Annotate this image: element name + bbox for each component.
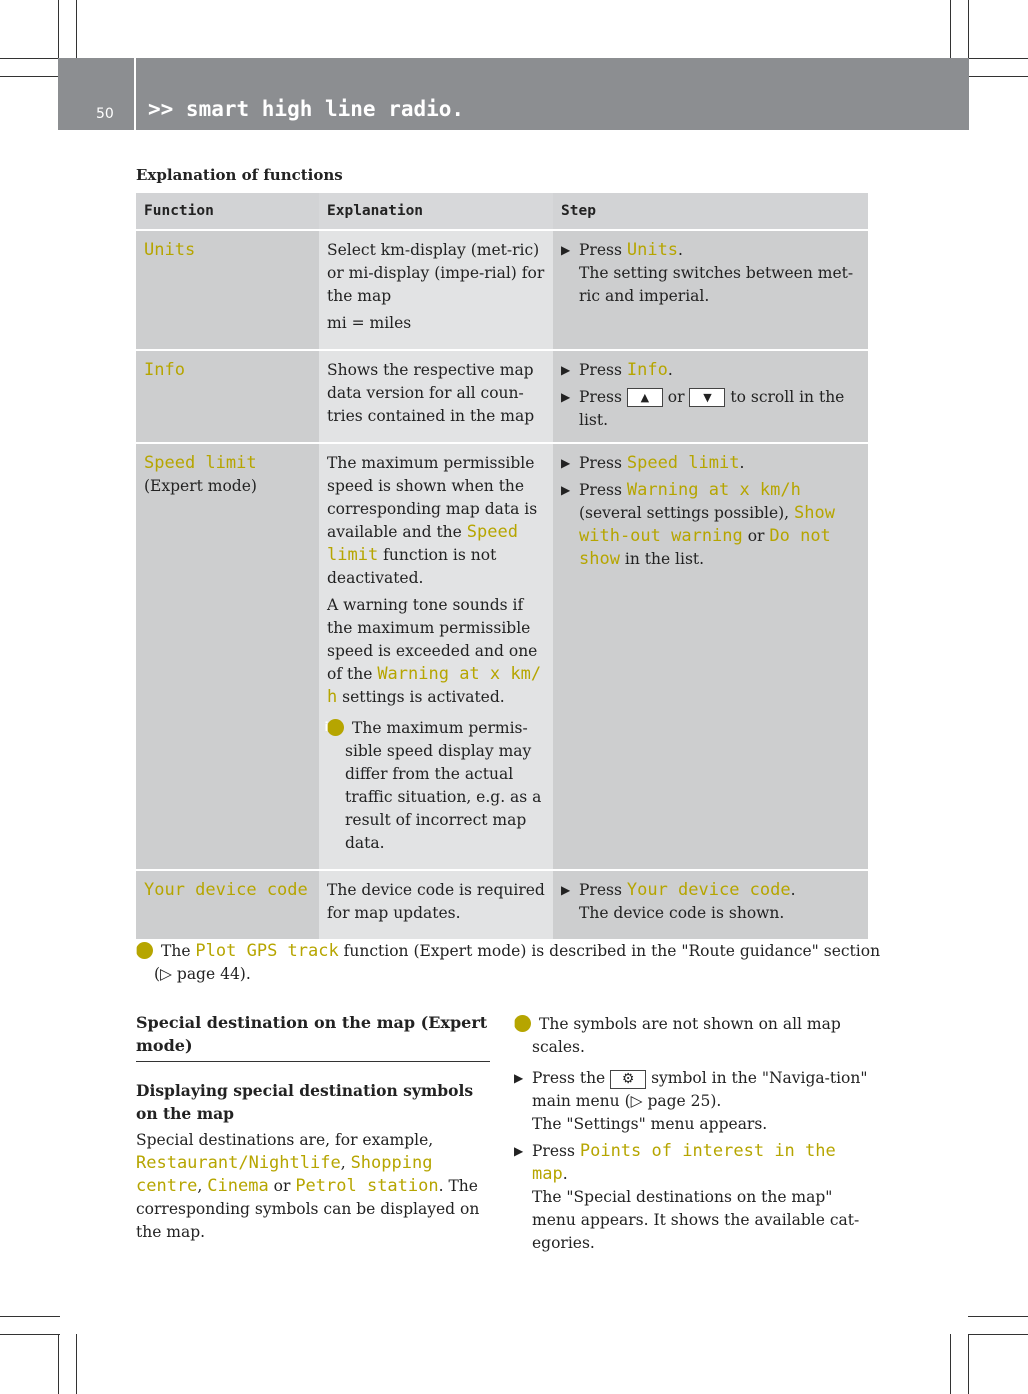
explanation-text: The device code is required for map updates. — [327, 881, 545, 922]
explanation-text: Shows the respective map data version for all coun-tries contained in the map — [327, 361, 535, 425]
info-icon: i — [514, 1015, 531, 1032]
function-name: Speed limit — [144, 453, 257, 473]
crop-mark — [968, 1334, 969, 1394]
step-item: ▶ Press Points of interest in the map. — [514, 1140, 868, 1186]
subsection-heading: Displaying special destination symbols on the map — [136, 1081, 474, 1123]
function-name: Units — [144, 240, 196, 260]
step-item: ▶ Press the ⚙ symbol in the "Naviga-tion" main menu (▷ page 25). — [514, 1067, 868, 1113]
crop-mark — [0, 58, 60, 59]
step-item: ▶ Press Your device code. — [561, 879, 860, 902]
settings-gear-icon: ⚙ — [610, 1070, 646, 1089]
step-result: The setting switches between met-ric and imperial. — [579, 264, 854, 305]
table-row — [136, 230, 868, 350]
step-item: ▶ Press Units. — [561, 239, 860, 262]
function-mode: (Expert mode) — [144, 477, 257, 495]
plot-gps-note: i The Plot GPS track function (Expert mode) is described in the "Route guidance" section (▷ page 44). — [133, 941, 881, 983]
crop-mark — [0, 1316, 60, 1317]
info-note: i The maximum permis-sible speed display may differ from the actual traffic situation, e.g. as a result of incorrect map data. — [324, 719, 542, 852]
crop-mark — [968, 76, 1028, 77]
down-arrow-key-icon: ▼ — [689, 388, 725, 407]
crop-mark — [76, 1334, 77, 1394]
special-destination-section — [136, 1011, 490, 1248]
step-item: ▶ Press Info. — [561, 359, 860, 382]
step-result: The "Settings" menu appears. — [532, 1115, 768, 1133]
column-header: Step — [553, 193, 868, 230]
step-item: ▶ Press Speed limit. — [561, 452, 860, 475]
crop-mark — [58, 1334, 59, 1394]
crop-mark — [0, 1334, 60, 1335]
info-icon: i — [136, 942, 153, 959]
explanation-text: Select km-display (met-ric) or mi-display (impe-rial) for the map — [327, 241, 545, 305]
explanation-note: mi = miles — [327, 314, 412, 332]
explanation-text: The maximum permissible speed is shown when the corresponding map data is available and the Speed limit function is not deactivated. — [327, 454, 538, 587]
column-header: Function — [136, 193, 319, 230]
table-row — [136, 870, 868, 940]
up-arrow-key-icon: ▲ — [627, 388, 663, 407]
info-icon: i — [327, 719, 344, 736]
crop-mark — [76, 0, 77, 60]
crop-mark — [968, 1316, 1028, 1317]
step-result: The device code is shown. — [579, 904, 785, 922]
function-name: Info — [144, 360, 185, 380]
column-header: Explanation — [319, 193, 553, 230]
instructions-column — [511, 1013, 868, 1255]
function-name: Your device code — [144, 880, 308, 900]
table-header-row — [136, 193, 868, 230]
step-result: The "Special destinations on the map" menu appears. It shows the available cat-egories. — [532, 1188, 860, 1252]
header-divider — [134, 58, 136, 130]
section-heading: Special destination on the map (Expert mode) — [136, 1011, 490, 1062]
crop-mark — [950, 1334, 951, 1394]
functions-table — [136, 193, 868, 941]
table-row — [136, 350, 868, 443]
crop-mark — [968, 1334, 1028, 1335]
section-title: Explanation of functions — [136, 166, 343, 184]
explanation-text: A warning tone sounds if the maximum permissible speed is exceeded and one of the Warning at x km/ h settings is activated. — [327, 596, 542, 707]
header-title: >> smart high line radio. — [148, 97, 465, 121]
table-row — [136, 443, 868, 870]
crop-mark — [950, 0, 951, 60]
step-item: ▶ Press Warning at x km/h (several settings possible), Show with-out warning or Do not show in the list. — [561, 479, 860, 571]
step-item: ▶ Press ▲ or ▼ to scroll in the list. — [561, 386, 860, 432]
crop-mark — [58, 0, 59, 60]
page-number: 50 — [96, 106, 114, 122]
crop-mark — [0, 76, 60, 77]
info-note: i The symbols are not shown on all map scales. — [511, 1015, 841, 1056]
paragraph: Special destinations are, for example, Restaurant/Nightlife, Shopping centre, Cinema or Petrol station. The corresponding symbols can be displayed on the map. — [136, 1131, 480, 1241]
crop-mark — [968, 0, 969, 60]
crop-mark — [968, 58, 1028, 59]
